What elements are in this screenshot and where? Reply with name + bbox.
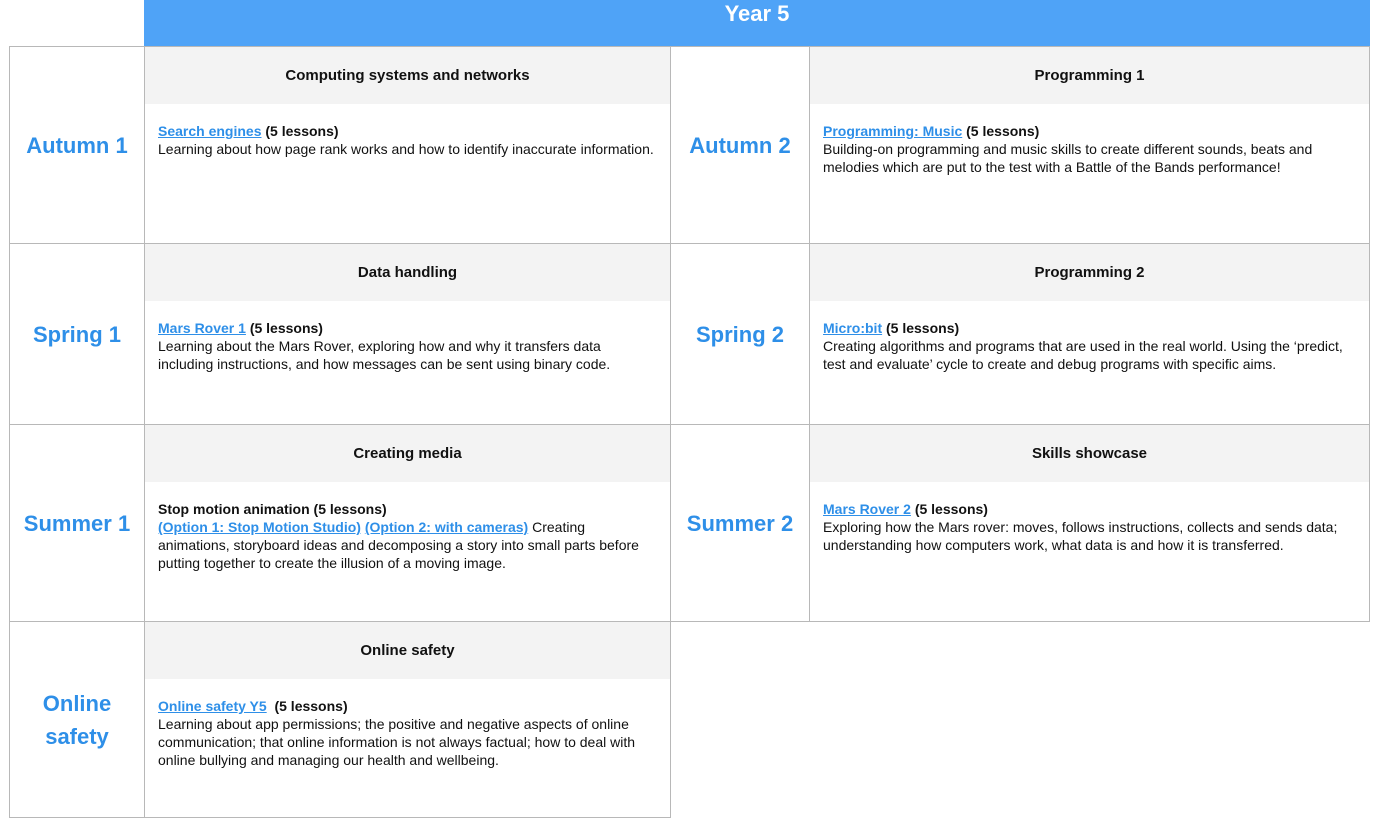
term-online-safety	[9, 621, 145, 818]
unit-card-data-handling	[144, 243, 671, 425]
unit-description: Learning about app permissions; the positive and negative aspects of online communication; that online information is not always factual; how to deal with online bullying and managing our health and wellbeing.	[158, 716, 636, 768]
term-summer-2: Summer 2	[670, 424, 810, 622]
unit-heading: Programming 2	[810, 244, 1369, 301]
unit-description: Creating algorithms and programs that are used in the real world. Using the ‘predict, test and evaluate’ cycle to create and debug programs with specific aims.	[823, 338, 1343, 372]
lesson-count: (5 lessons)	[886, 320, 960, 336]
unit-description: Learning about how page rank works and how to identify inaccurate information.	[158, 141, 654, 157]
term-spring-1: Spring 1	[9, 243, 145, 425]
term-spring-2: Spring 2	[670, 243, 810, 425]
option-2-cameras-link[interactable]: (Option 2: with cameras)	[364, 519, 529, 535]
unit-card-online-safety	[144, 621, 671, 818]
unit-body	[158, 319, 658, 373]
mars-rover-2-link[interactable]: Mars Rover 2	[823, 501, 911, 517]
term-line: safety	[45, 723, 109, 749]
lesson-count: (5 lessons)	[966, 123, 1040, 139]
programming-music-link[interactable]: Programming: Music	[823, 123, 963, 139]
unit-card-programming-2	[809, 243, 1370, 425]
unit-body	[823, 500, 1357, 554]
unit-card-programming-1	[809, 46, 1370, 244]
lesson-count: (5 lessons)	[249, 320, 323, 336]
option-1-stop-motion-link[interactable]: (Option 1: Stop Motion Studio)	[158, 519, 361, 535]
unit-card-computing-systems	[144, 46, 671, 244]
unit-body	[823, 319, 1357, 373]
unit-description: Building-on programming and music skills to create different sounds, beats and melodies which are put to the test with a Battle of the Bands performance!	[823, 141, 1313, 175]
microbit-link[interactable]: Micro:bit	[823, 320, 883, 336]
unit-heading: Creating media	[145, 425, 670, 482]
term-autumn-1: Autumn 1	[9, 46, 145, 244]
unit-heading: Programming 1	[810, 47, 1369, 104]
unit-heading: Data handling	[145, 244, 670, 301]
year-title: Year 5	[144, 0, 1370, 46]
unit-body	[823, 122, 1357, 176]
unit-title: Stop motion animation (5 lessons)	[158, 501, 387, 517]
lesson-count: (5 lessons)	[274, 698, 348, 714]
lesson-count: (5 lessons)	[265, 123, 339, 139]
unit-card-skills-showcase	[809, 424, 1370, 622]
unit-body	[158, 697, 658, 769]
unit-heading: Computing systems and networks	[145, 47, 670, 104]
unit-heading: Online safety	[145, 622, 670, 679]
term-summer-1: Summer 1	[9, 424, 145, 622]
term-autumn-2: Autumn 2	[670, 46, 810, 244]
unit-heading: Skills showcase	[810, 425, 1369, 482]
mars-rover-1-link[interactable]: Mars Rover 1	[158, 320, 246, 336]
search-engines-link[interactable]: Search engines	[158, 123, 262, 139]
unit-card-creating-media	[144, 424, 671, 622]
unit-description: Creating animations, storyboard ideas and decomposing a story into small parts before putting together to create the illusion of a moving image.	[158, 519, 639, 571]
unit-body	[158, 500, 658, 572]
unit-description: Learning about the Mars Rover, exploring how and why it transfers data including instructions, and how messages can be sent using binary code.	[158, 338, 611, 372]
lesson-count: (5 lessons)	[914, 501, 988, 517]
online-safety-y5-link[interactable]: Online safety Y5	[158, 698, 267, 714]
unit-body	[158, 122, 658, 158]
term-line: Online	[42, 690, 112, 716]
unit-description: Exploring how the Mars rover: moves, follows instructions, collects and sends data; understanding how computers work, what data is and how it is transferred.	[823, 519, 1338, 553]
